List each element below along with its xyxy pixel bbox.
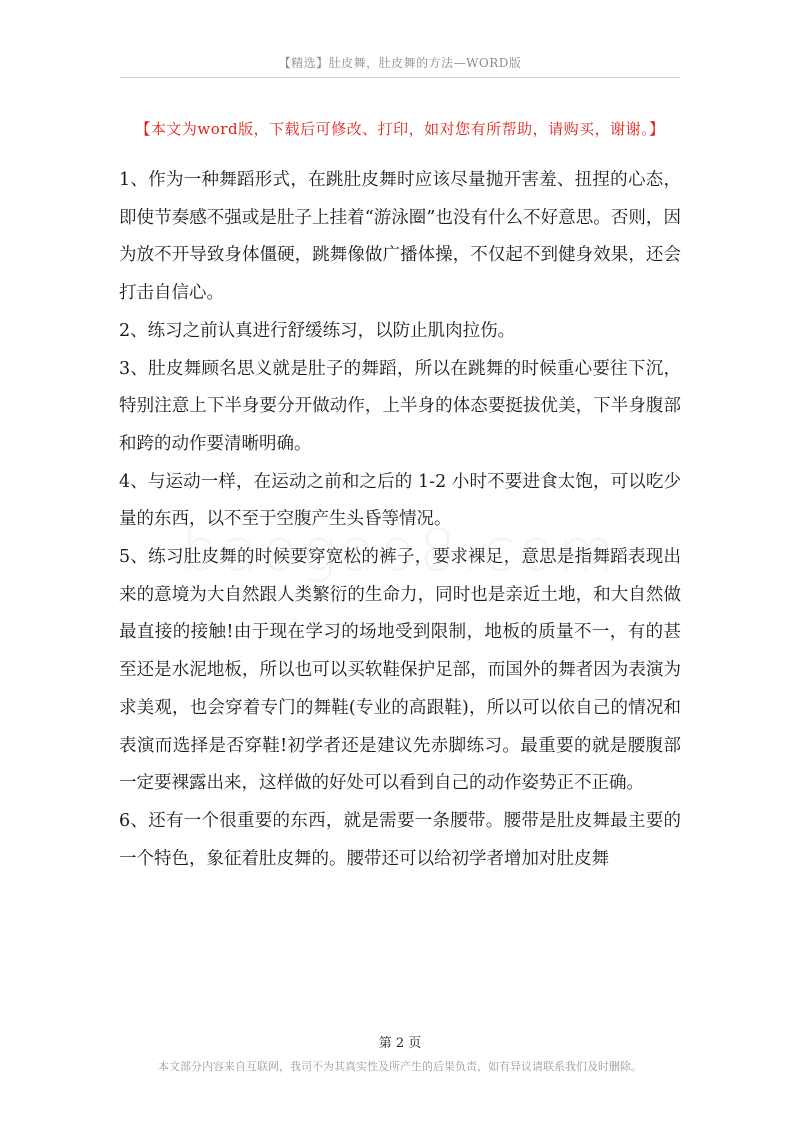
paragraph-5: 5、练习肚皮舞的时候要穿宽松的裤子，要求裸足，意思是指舞蹈表现出来的意境为大自然跟人类繁衍的生命力，同时也是亲近土地，和大自然做最直接的接触!由于现在学习的场地受到限制，地板的质量不一，有的甚至还是水泥地板，所以也可以买软鞋保护足部，而国外的舞者因为表演为求美观，也会穿着专门的舞鞋(专业的高跟鞋)，所以可以依自己的情况和表演而选择是否穿鞋!初学者还是建议先赤脚练习。最重要的就是腰腹部一定要裸露出来，这样做的好处可以看到自己的动作姿势正不正确。 [119,547,681,794]
paragraph-2: 2、练习之前认真进行舒缓练习，以防止肌肉拉伤。 [119,320,516,341]
document-body [119,162,681,878]
paragraph-4: 4、与运动一样，在运动之前和之后的 1-2 小时不要进食太饱，可以吃少量的东西，以不至于空腹产生头昏等情况。 [119,471,681,530]
footer-disclaimer: 本文部分内容来自互联网，我司不为其真实性及所产生的后果负责，如有异议请联系我们及时删除。 [158,1060,642,1073]
header-divider [120,77,680,78]
page-header: 【精选】肚皮舞，肚皮舞的方法—WORD版 [278,56,522,70]
paragraph-1: 1、作为一种舞蹈形式，在跳肚皮舞时应该尽量抛开害羞、扭捏的心态，即使节奏感不强或是肚子上挂着“游泳圈”也没有什么不好意思。否则，因为放不开导致身体僵硬，跳舞像做广播体操，不仅起不到健身效果，还会打击自信心。 [119,170,681,304]
page-number: 第 2 页 [378,1036,422,1051]
download-notice: 【本文为word版，下载后可修改、打印，如对您有所帮助，请购买，谢谢。】 [135,120,665,138]
paragraph-3: 3、肚皮舞顾名思义就是肚子的舞蹈，所以在跳舞的时候重心要往下沉，特别注意上下半身要分开做动作，上半身的体态要挺拔优美，下半身腹部和跨的动作要清晰明确。 [119,358,681,454]
paragraph-6: 6、还有一个很重要的东西，就是需要一条腰带。腰带是肚皮舞最主要的一个特色，象征着肚皮舞的。腰带还可以给初学者增加对肚皮舞 [119,810,681,869]
